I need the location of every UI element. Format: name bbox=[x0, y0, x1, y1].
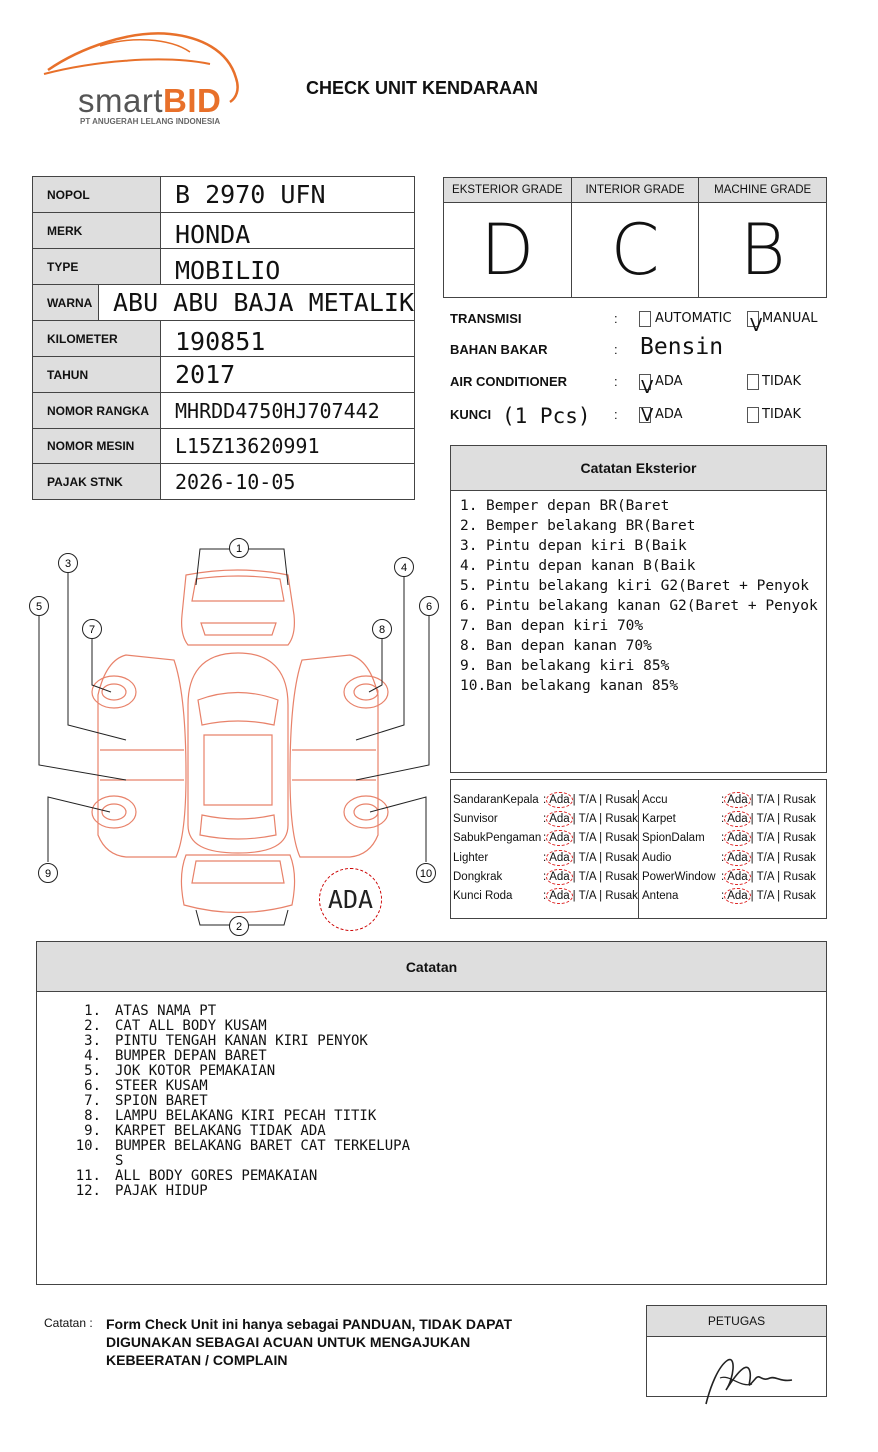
grade-machine-value: B bbox=[739, 209, 786, 291]
label-warna: WARNA bbox=[33, 285, 99, 320]
row-pajak-stnk bbox=[33, 464, 414, 499]
note-number: 12. bbox=[75, 1183, 101, 1199]
top-view-outline bbox=[188, 653, 288, 853]
automatic-checkbox[interactable] bbox=[639, 311, 651, 327]
accessory-colon: : bbox=[721, 890, 725, 903]
accessory-row bbox=[639, 829, 826, 848]
wheel-rear-left-inner bbox=[102, 804, 126, 820]
callout-8 bbox=[373, 620, 392, 639]
leader-8 bbox=[369, 637, 382, 692]
callout-label: 8 bbox=[378, 624, 386, 636]
accessory-ada-circled[interactable]: Ada bbox=[546, 888, 572, 904]
exterior-note-number: 7. bbox=[460, 618, 478, 634]
leader-4 bbox=[356, 575, 404, 740]
accessory-colon: : bbox=[721, 832, 725, 845]
ac-colon: : bbox=[614, 374, 618, 389]
note-number: 5. bbox=[84, 1063, 101, 1079]
exterior-note-item bbox=[460, 496, 826, 516]
accessory-ada-circled[interactable]: Ada bbox=[724, 850, 750, 866]
note-item bbox=[65, 1139, 826, 1169]
accessory-name: Audio bbox=[642, 851, 672, 864]
officer-signature bbox=[700, 1348, 796, 1408]
label-kilometer: KILOMETER bbox=[33, 321, 161, 356]
notes-title: Catatan bbox=[37, 942, 826, 992]
right-side-door-line bbox=[292, 750, 376, 780]
exterior-note-number: 8. bbox=[460, 638, 478, 654]
grade-interior-value: C bbox=[610, 209, 660, 291]
row-nopol bbox=[33, 177, 414, 213]
kunci-tidak-checkbox[interactable] bbox=[747, 407, 759, 423]
footer-disclaimer: Form Check Unit ini hanya sebagai PANDUAN, TIDAK DAPAT DIGUNAKAN SEBAGAI ACUAN UNTUK MENGAJUKAN KEBEERATAN / COMPLAIN bbox=[106, 1316, 513, 1368]
exterior-note-text: Bemper belakang BR(Baret bbox=[486, 518, 696, 534]
note-number: 3. bbox=[84, 1033, 101, 1049]
row-merk bbox=[33, 213, 414, 249]
accessory-colon: : bbox=[721, 851, 725, 864]
accessory-status bbox=[543, 830, 638, 846]
ac-label: AIR CONDITIONER bbox=[450, 374, 567, 389]
accessory-other-options: | T/A | Rusak bbox=[750, 832, 816, 845]
callout-5 bbox=[30, 597, 49, 616]
exterior-note-number: 6. bbox=[460, 598, 478, 614]
value-kilometer: 190851 bbox=[175, 327, 266, 356]
accessory-status bbox=[543, 888, 638, 904]
leader-9 bbox=[48, 797, 110, 862]
accessory-colon: : bbox=[543, 793, 547, 806]
accessories-panel bbox=[450, 779, 827, 919]
accessory-ada-circled[interactable]: Ada bbox=[724, 888, 750, 904]
callout-label: 6 bbox=[425, 601, 433, 613]
grade-interior bbox=[572, 178, 700, 297]
bahan-bakar-colon: : bbox=[614, 342, 618, 357]
rear-view-outline bbox=[181, 855, 294, 913]
exterior-note-number: 4. bbox=[460, 558, 478, 574]
front-view-windshield bbox=[192, 576, 284, 601]
left-side-door-line bbox=[100, 750, 184, 780]
ac-check-mark: V bbox=[641, 377, 654, 398]
label-nopol: NOPOL bbox=[33, 177, 161, 212]
note-item bbox=[65, 1004, 826, 1019]
callout-4 bbox=[395, 558, 414, 577]
exterior-note-item bbox=[460, 516, 826, 536]
accessory-name: Lighter bbox=[453, 851, 489, 864]
row-kilometer bbox=[33, 321, 414, 357]
accessory-row bbox=[639, 867, 826, 886]
callout-label: 2 bbox=[235, 921, 243, 933]
exterior-notes-title: Catatan Eksterior bbox=[451, 446, 826, 491]
accessory-row bbox=[451, 867, 638, 886]
accessory-ada-circled[interactable]: Ada bbox=[724, 811, 750, 827]
callout-label: 4 bbox=[400, 562, 408, 574]
exterior-note-text: Ban depan kiri 70% bbox=[486, 618, 644, 634]
exterior-note-item bbox=[460, 556, 826, 576]
accessory-row bbox=[451, 848, 638, 867]
accessory-name: SandaranKepala bbox=[453, 793, 539, 806]
exterior-note-item bbox=[460, 576, 826, 596]
note-number: 11. bbox=[75, 1168, 101, 1184]
note-text: ALL BODY GORES PEMAKAIAN bbox=[115, 1168, 318, 1184]
row-warna bbox=[33, 285, 414, 321]
note-text: SPION BARET bbox=[115, 1093, 208, 1109]
accessory-colon: : bbox=[721, 793, 725, 806]
accessory-ada-circled[interactable]: Ada bbox=[724, 792, 750, 808]
note-item bbox=[65, 1184, 826, 1199]
note-item bbox=[65, 1049, 826, 1064]
exterior-note-text: Ban belakang kanan 85% bbox=[486, 678, 679, 694]
kunci-ada-label: ADA bbox=[655, 407, 683, 422]
accessory-name: Dongkrak bbox=[453, 870, 503, 883]
note-item bbox=[65, 1124, 826, 1139]
note-number: 2. bbox=[84, 1018, 101, 1034]
document-title: CHECK UNIT KENDARAAN bbox=[306, 78, 538, 98]
accessory-status bbox=[543, 811, 638, 827]
exterior-note-number: 3. bbox=[460, 538, 478, 554]
callout-label: 7 bbox=[88, 624, 96, 636]
car-damage-diagram bbox=[26, 535, 441, 940]
car-outline-drawing bbox=[92, 570, 388, 913]
exterior-note-text: Pintu belakang kanan G2(Baret + Penyok bbox=[486, 598, 818, 614]
value-merk: HONDA bbox=[175, 220, 251, 249]
callout-label: 10 bbox=[419, 868, 433, 880]
note-text: STEER KUSAM bbox=[115, 1078, 208, 1094]
value-nomor-rangka: MHRDD4750HJ707442 bbox=[175, 398, 380, 423]
grade-table bbox=[443, 177, 827, 298]
exterior-note-text: Pintu depan kiri B(Baik bbox=[486, 538, 687, 554]
accessory-name: Antena bbox=[642, 890, 679, 903]
callout-2 bbox=[230, 917, 249, 936]
accessory-status bbox=[543, 869, 638, 885]
leader-5 bbox=[39, 615, 126, 780]
label-type: TYPE bbox=[33, 249, 161, 284]
left-side-outline bbox=[98, 655, 186, 857]
accessory-row bbox=[639, 886, 826, 905]
note-number: 4. bbox=[84, 1048, 101, 1064]
row-nomor-mesin bbox=[33, 429, 414, 464]
grade-exterior bbox=[444, 178, 572, 297]
accessory-ada-circled[interactable]: Ada bbox=[546, 869, 572, 885]
note-number: 9. bbox=[84, 1123, 101, 1139]
accessory-row bbox=[451, 809, 638, 828]
accessory-other-options: | T/A | Rusak bbox=[572, 870, 638, 883]
note-number: 8. bbox=[84, 1108, 101, 1124]
logo-wordmark: smartBID bbox=[78, 82, 222, 119]
accessory-status bbox=[543, 850, 638, 866]
callout-7 bbox=[83, 620, 102, 639]
note-number: 7. bbox=[84, 1093, 101, 1109]
front-view-grille bbox=[201, 623, 276, 635]
transmisi-label: TRANSMISI bbox=[450, 311, 522, 326]
note-item bbox=[65, 1079, 826, 1094]
right-side-outline bbox=[290, 655, 378, 857]
accessory-colon: : bbox=[721, 812, 725, 825]
accessory-other-options: | T/A | Rusak bbox=[750, 851, 816, 864]
ac-tidak-label: TIDAK bbox=[762, 374, 801, 389]
top-view-rear-glass bbox=[200, 815, 276, 839]
note-item bbox=[65, 1169, 826, 1184]
manual-label: MANUAL bbox=[762, 311, 818, 326]
ada-stamp: ADA bbox=[319, 868, 382, 931]
note-number: 1. bbox=[84, 1003, 101, 1019]
automatic-label: AUTOMATIC bbox=[655, 311, 732, 326]
accessory-status bbox=[721, 811, 816, 827]
exterior-note-text: Pintu belakang kiri G2(Baret + Penyok bbox=[486, 578, 810, 594]
exterior-note-item bbox=[460, 616, 826, 636]
manual-check-mark: V bbox=[750, 315, 763, 336]
leader-3 bbox=[68, 571, 126, 740]
accessory-ada-circled[interactable]: Ada bbox=[724, 869, 750, 885]
accessory-name: PowerWindow bbox=[642, 870, 716, 883]
ac-tidak-checkbox[interactable] bbox=[747, 374, 759, 390]
grade-exterior-label: EKSTERIOR GRADE bbox=[444, 178, 571, 203]
callout-10 bbox=[417, 864, 436, 883]
exterior-note-number: 2. bbox=[460, 518, 478, 534]
label-tahun: TAHUN bbox=[33, 357, 161, 392]
accessory-ada-circled[interactable]: Ada bbox=[546, 792, 572, 808]
note-text: LAMPU BELAKANG KIRI PECAH TITIK bbox=[115, 1108, 377, 1124]
accessory-ada-circled[interactable]: Ada bbox=[724, 830, 750, 846]
callout-6 bbox=[420, 597, 439, 616]
row-nomor-rangka bbox=[33, 393, 414, 429]
exterior-note-item bbox=[460, 636, 826, 656]
accessory-row bbox=[639, 790, 826, 809]
exterior-note-text: Pintu depan kanan B(Baik bbox=[486, 558, 696, 574]
grade-machine bbox=[699, 178, 826, 297]
accessory-name: Sunvisor bbox=[453, 812, 498, 825]
value-nomor-mesin: L15Z13620991 bbox=[175, 434, 320, 458]
exterior-notes-panel bbox=[450, 445, 827, 773]
callout-3 bbox=[59, 554, 78, 573]
accessory-status bbox=[721, 792, 816, 808]
grade-machine-label: MACHINE GRADE bbox=[699, 178, 826, 203]
callout-9 bbox=[39, 864, 58, 883]
exterior-note-number: 5. bbox=[460, 578, 478, 594]
accessories-right-column bbox=[639, 790, 826, 918]
front-view-outline bbox=[182, 570, 295, 645]
kunci-tidak-label: TIDAK bbox=[762, 407, 801, 422]
note-text: CAT ALL BODY KUSAM bbox=[115, 1018, 267, 1034]
accessory-other-options: | T/A | Rusak bbox=[572, 793, 638, 806]
grade-interior-label: INTERIOR GRADE bbox=[572, 178, 699, 203]
label-merk: MERK bbox=[33, 213, 161, 248]
note-item bbox=[65, 1094, 826, 1109]
notes-panel bbox=[36, 941, 827, 1285]
rear-view-window bbox=[192, 861, 284, 883]
accessory-row bbox=[451, 790, 638, 809]
note-item bbox=[65, 1034, 826, 1049]
note-text: BUMPER BELAKANG BARET CAT TERKELUPAS bbox=[115, 1138, 411, 1169]
accessory-ada-circled[interactable]: Ada bbox=[546, 830, 572, 846]
wheel-front-right bbox=[344, 676, 388, 708]
accessory-other-options: | T/A | Rusak bbox=[750, 870, 816, 883]
accessory-name: Kunci Roda bbox=[453, 890, 513, 903]
wheel-front-right-inner bbox=[354, 684, 378, 700]
note-text: PINTU TENGAH KANAN KIRI PENYOK bbox=[115, 1033, 368, 1049]
value-type: MOBILIO bbox=[175, 256, 281, 285]
accessories-left-column bbox=[451, 790, 639, 918]
exterior-note-item bbox=[460, 536, 826, 556]
note-text: ATAS NAMA PT bbox=[115, 1003, 217, 1019]
accessory-status bbox=[721, 888, 816, 904]
value-nopol: B 2970 UFN bbox=[175, 180, 326, 209]
notes-list bbox=[37, 992, 826, 1199]
accessory-ada-circled[interactable]: Ada bbox=[546, 850, 572, 866]
row-tahun bbox=[33, 357, 414, 393]
callout-label: 1 bbox=[235, 543, 243, 555]
row-type bbox=[33, 249, 414, 285]
vehicle-info-table bbox=[32, 176, 415, 500]
exterior-note-item bbox=[460, 676, 826, 696]
kunci-label: KUNCI bbox=[450, 407, 492, 422]
label-nomor-mesin: NOMOR MESIN bbox=[33, 429, 161, 463]
accessory-status bbox=[543, 792, 638, 808]
bahan-bakar-value: Bensin bbox=[640, 334, 724, 360]
top-view-roof bbox=[204, 735, 272, 805]
exterior-note-text: Ban depan kanan 70% bbox=[486, 638, 652, 654]
label-pajak-stnk: PAJAK STNK bbox=[33, 464, 161, 499]
value-pajak-stnk: 2026-10-05 bbox=[175, 469, 296, 494]
accessory-other-options: | T/A | Rusak bbox=[572, 812, 638, 825]
note-text: PAJAK HIDUP bbox=[115, 1183, 208, 1199]
exterior-note-item bbox=[460, 656, 826, 676]
accessory-other-options: | T/A | Rusak bbox=[750, 890, 816, 903]
accessory-status bbox=[721, 850, 816, 866]
kunci-check-mark: V bbox=[641, 405, 654, 426]
note-item bbox=[65, 1109, 826, 1124]
accessory-other-options: | T/A | Rusak bbox=[750, 812, 816, 825]
kunci-colon: : bbox=[614, 407, 618, 422]
ac-ada-label: ADA bbox=[655, 374, 683, 389]
accessory-name: SpionDalam bbox=[642, 832, 705, 845]
callout-label: 3 bbox=[64, 558, 72, 570]
footer-label: Catatan : bbox=[44, 1316, 93, 1330]
accessory-name: Accu bbox=[642, 793, 668, 806]
kunci-count: (1 Pcs) bbox=[502, 404, 591, 428]
exterior-notes-list bbox=[451, 491, 826, 696]
note-text: BUMPER DEPAN BARET bbox=[115, 1048, 267, 1064]
accessory-colon: : bbox=[543, 812, 547, 825]
accessory-other-options: | T/A | Rusak bbox=[572, 890, 638, 903]
note-number: 10. bbox=[75, 1138, 101, 1154]
note-item bbox=[65, 1019, 826, 1034]
accessory-ada-circled[interactable]: Ada bbox=[546, 811, 572, 827]
accessory-other-options: | T/A | Rusak bbox=[750, 793, 816, 806]
label-nomor-rangka: NOMOR RANGKA bbox=[33, 393, 161, 428]
value-tahun: 2017 bbox=[175, 360, 236, 389]
bahan-bakar-label: BAHAN BAKAR bbox=[450, 342, 548, 357]
accessory-name: SabukPengaman bbox=[453, 832, 542, 845]
wheel-front-left-inner bbox=[102, 684, 126, 700]
officer-label: PETUGAS bbox=[647, 1306, 826, 1337]
wheel-rear-right bbox=[344, 796, 388, 828]
accessory-row bbox=[451, 829, 638, 848]
note-item bbox=[65, 1064, 826, 1079]
exterior-note-number: 1. bbox=[460, 498, 478, 514]
exterior-note-text: Ban belakang kiri 85% bbox=[486, 658, 670, 674]
accessory-colon: : bbox=[543, 832, 547, 845]
accessory-colon: : bbox=[721, 870, 725, 883]
callout-label: 9 bbox=[44, 868, 52, 880]
top-view-windshield bbox=[198, 693, 278, 726]
accessory-other-options: | T/A | Rusak bbox=[572, 832, 638, 845]
accessory-status bbox=[721, 830, 816, 846]
exterior-note-text: Bemper depan BR(Baret bbox=[486, 498, 670, 514]
value-warna: ABU ABU BAJA METALIK bbox=[112, 288, 414, 317]
accessory-row bbox=[639, 848, 826, 867]
note-number: 6. bbox=[84, 1078, 101, 1094]
accessory-colon: : bbox=[543, 851, 547, 864]
accessory-status bbox=[721, 869, 816, 885]
accessory-name: Karpet bbox=[642, 812, 676, 825]
accessory-other-options: | T/A | Rusak bbox=[572, 851, 638, 864]
note-text: KARPET BELAKANG TIDAK ADA bbox=[115, 1123, 326, 1139]
accessory-colon: : bbox=[543, 870, 547, 883]
callout-label: 5 bbox=[35, 601, 43, 613]
wheel-rear-right-inner bbox=[354, 804, 378, 820]
leader-6 bbox=[356, 615, 429, 780]
grade-exterior-value: D bbox=[480, 209, 535, 291]
note-text: JOK KOTOR PEMAKAIAN bbox=[115, 1063, 276, 1079]
exterior-note-number: 10. bbox=[460, 678, 487, 694]
transmisi-colon: : bbox=[614, 311, 618, 326]
accessory-colon: : bbox=[543, 890, 547, 903]
accessory-row bbox=[451, 886, 638, 905]
logo-subtitle: PT ANUGERAH LELANG INDONESIA bbox=[80, 117, 221, 126]
exterior-note-item bbox=[460, 596, 826, 616]
exterior-note-number: 9. bbox=[460, 658, 478, 674]
callout-1 bbox=[230, 539, 249, 558]
accessory-row bbox=[639, 809, 826, 828]
